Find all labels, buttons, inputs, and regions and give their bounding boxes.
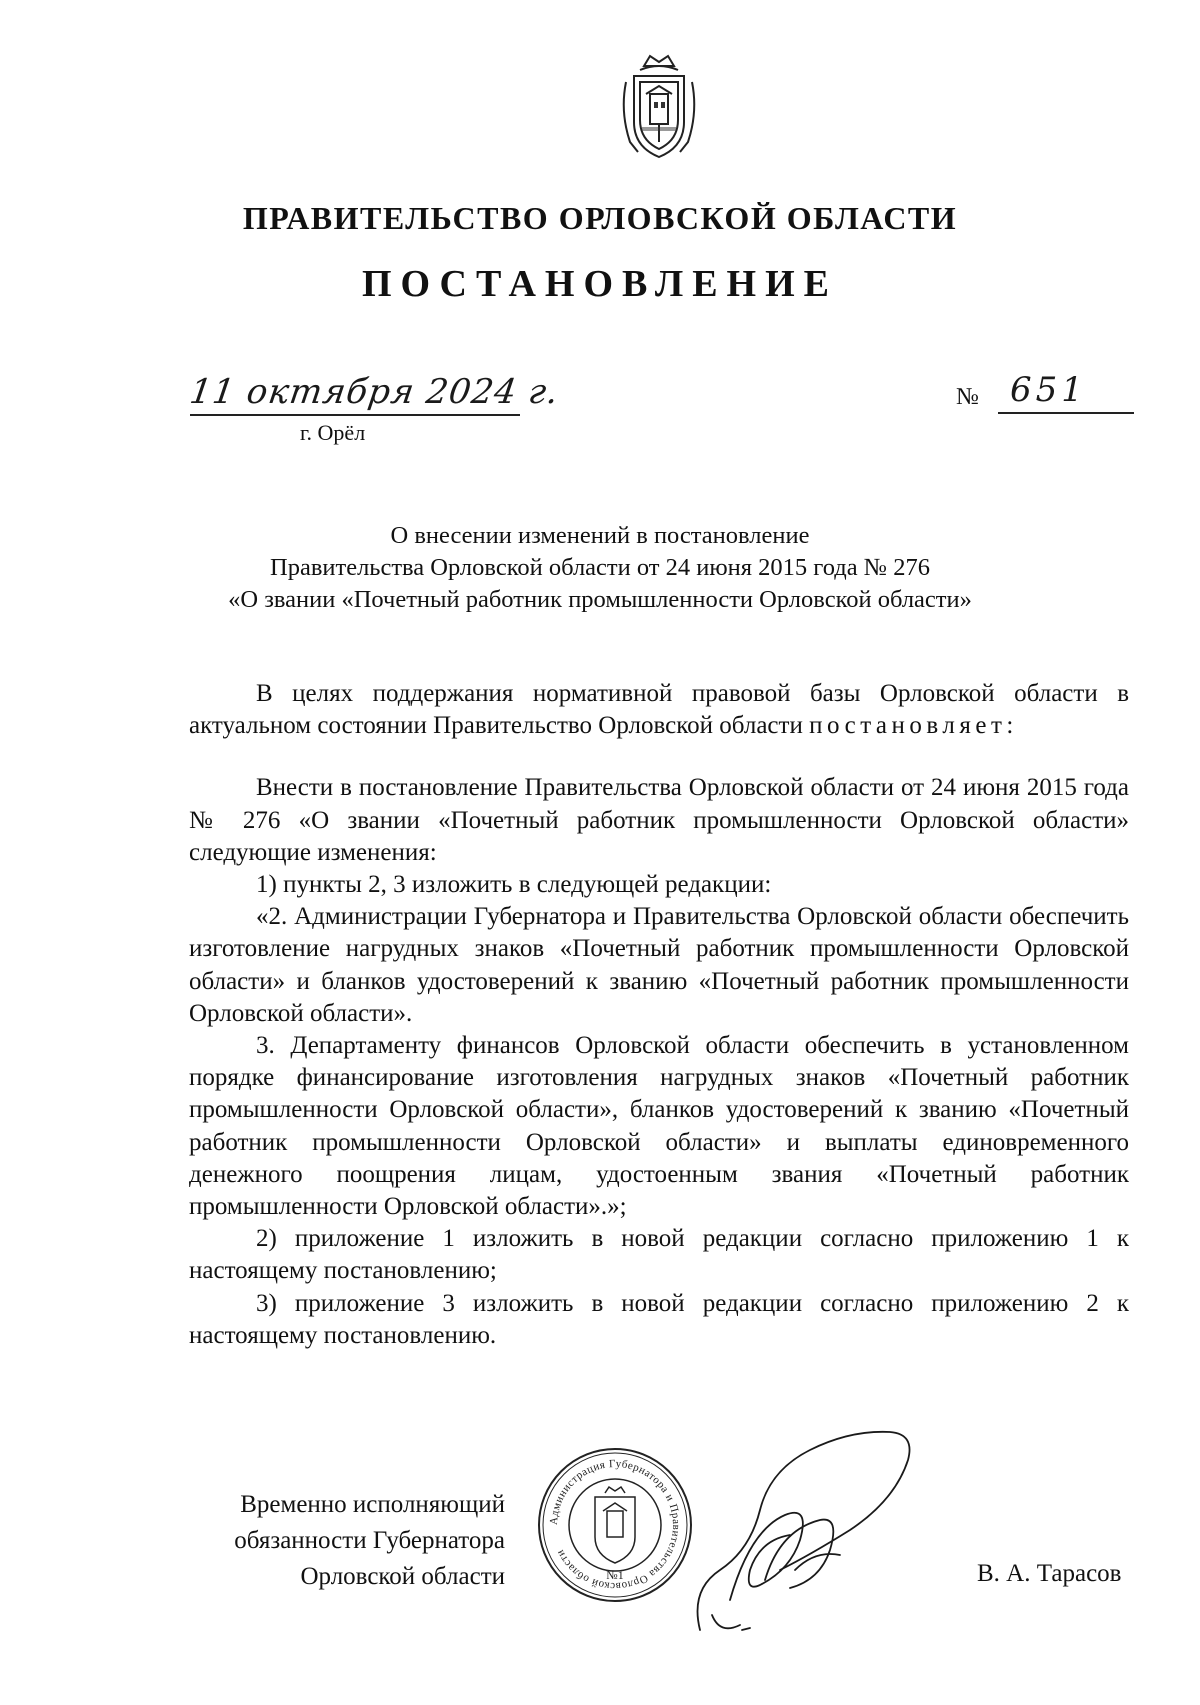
body-paragraph: 2) приложение 1 изложить в новой редакции согласно приложению 1 к настоящему постановлению; (189, 1225, 1129, 1285)
number-underline (998, 412, 1134, 414)
subject-line: «О звании «Почетный работник промышленности Орловской области» (228, 586, 972, 613)
document-body (189, 678, 1129, 1352)
signatory-name: В. А. Тарасов (977, 1560, 1122, 1587)
position-line: Орловской области (300, 1563, 505, 1590)
svg-text:№1: №1 (606, 1568, 624, 1582)
handwritten-signature (690, 1420, 920, 1650)
handwritten-number: 651 (1010, 370, 1087, 410)
document-subject (100, 520, 1100, 616)
body-paragraph: 3) приложение 3 изложить в новой редакции согласно приложению 2 к настоящему постановлению. (189, 1289, 1129, 1349)
preamble-text: В целях поддержания нормативной правовой базы Орловской области в актуальном состоянии Правительство Орловской области (189, 680, 1129, 740)
position-line: Временно исполняющий (240, 1491, 505, 1518)
organization-title: ПРАВИТЕЛЬСТВО ОРЛОВСКОЙ ОБЛАСТИ (242, 200, 958, 236)
city-label: г. Орёл (300, 420, 366, 445)
body-paragraph: Внести в постановление Правительства Орловской области от 24 июня 2015 года № 276 «О звании «Почетный работник промышленности Орловской области» следующие изменения: (189, 774, 1129, 866)
subject-line: О внесении изменений в постановление (390, 522, 810, 549)
subject-line: Правительства Орловской области от 24 июня 2015 года № 276 (270, 554, 930, 581)
preamble-verb: постановляет: (809, 712, 1018, 740)
date-underline (190, 414, 520, 416)
svg-text:Администрация Губернатора и Пр: Администрация Губернатора и Правительства Орловской области (547, 1457, 683, 1593)
body-paragraph: 1) пункты 2, 3 изложить в следующей редакции: (256, 871, 772, 899)
preamble-paragraph (189, 678, 1129, 742)
position-line: обязанности Губернатора (234, 1527, 505, 1554)
signatory-position (200, 1487, 505, 1595)
body-paragraph: «2. Администрации Губернатора и Правительства Орловской области обеспечить изготовление нагрудных знаков «Почетный работник промышленности Орловской области» и бланков удостоверений к званию «Почетный работник промышленности Орловской области». (189, 903, 1129, 1027)
number-label: № (956, 384, 979, 410)
coat-of-arms-icon (614, 52, 704, 167)
handwritten-date: 11 октября 2024 г. (187, 372, 562, 412)
official-seal-icon (535, 1445, 695, 1605)
body-paragraph: 3. Департаменту финансов Орловской области обеспечить в установленном порядке финансирование изготовления нагрудных знаков «Почетный работник промышленности Орловской области», бланков удостоверений к званию «Почетный работник промышленности Орловской области» и выплаты единовременного денежного поощрения лицам, удостоенным звания «Почетный работник промышленности Орловской области».»; (189, 1032, 1129, 1221)
document-type-heading: ПОСТАНОВЛЕНИЕ (361, 263, 839, 305)
